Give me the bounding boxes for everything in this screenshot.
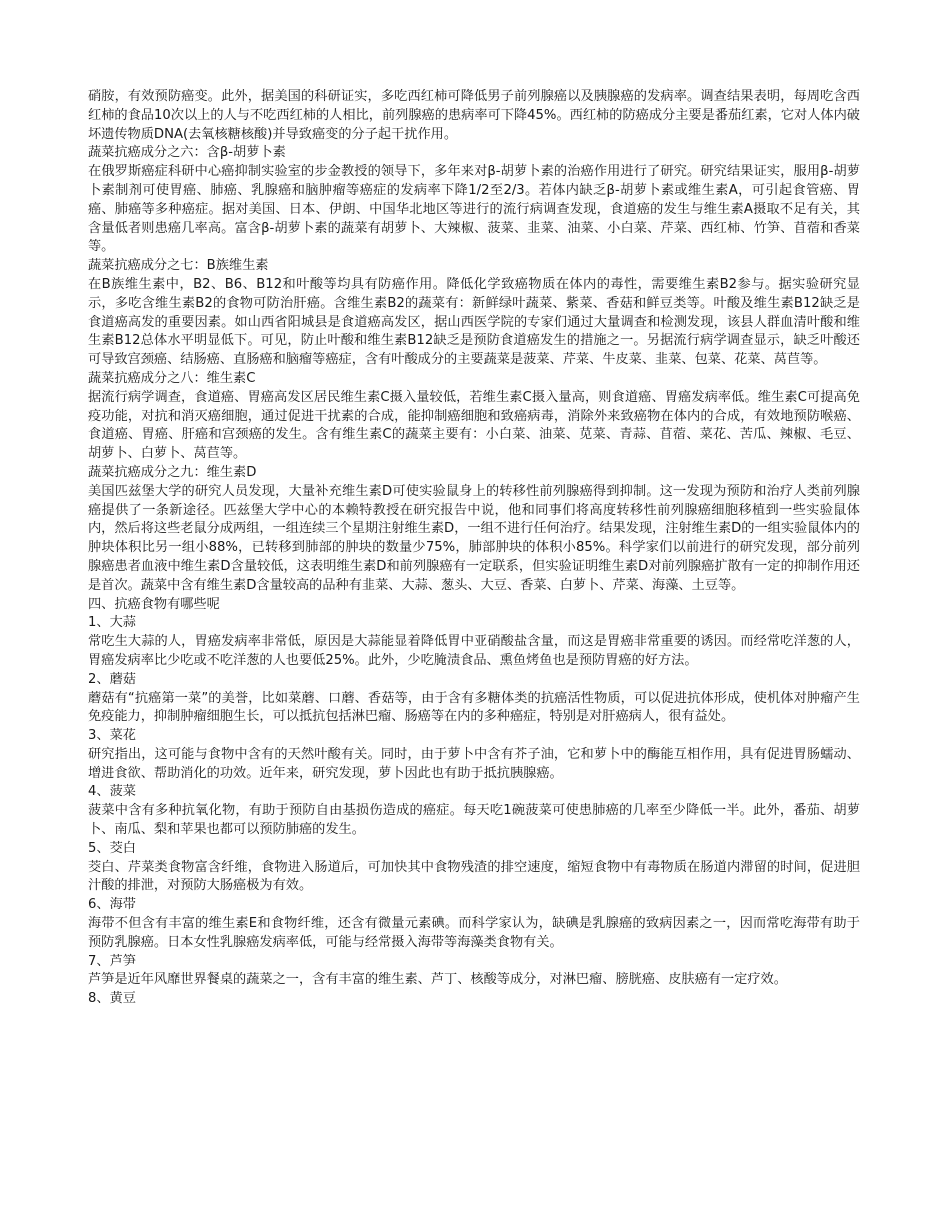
heading-section-6: 蔬菜抗癌成分之六：含β-胡萝卜素 [88, 145, 286, 161]
heading-part-4: 四、抗癌食物有哪些呢 [88, 596, 220, 612]
paragraph-kelp: 海带不但含有丰富的维生素E和食物纤维，还含有微量元素碘。而科学家认为，缺碘是乳腺癌的致病因素之一，因而常吃海带有助于预防乳腺癌。日本女性乳腺癌发病率低，可能与经常摄入海带等海藻类食物有关。 [88, 916, 860, 950]
paragraph-vitamin-d: 美国匹兹堡大学的研究人员发现，大量补充维生素D可使实验鼠身上的转移性前列腺癌得到抑制。这一发现为预防和治疗人类前列腺癌提供了一条新途径。匹兹堡大学中心的本赖特教授在研究报告中说，他和同事们将高度转移性前列腺癌细胞移植到一些实验鼠体内，然后将这些老鼠分成两组，一组连续三个星期注射维生素D，一组不进行任何治疗。结果发现，注射维生素D的一组实验鼠体内的肿块体积比另一组小88%，已转移到肺部的肿块的数量少75%，肺部肿块的体积小85%。科学家们以前进行的研究发现，部分前列腺癌患者血液中维生素D含量较低，这表明维生素D和前列腺癌有一定联系，但实验证明维生素D对前列腺癌扩散有一定的抑制作用还是首次。蔬菜中含有维生素D含量较高的品种有韭菜、大蒜、葱头、大豆、香菜、白萝卜、芹菜、海藻、土豆等。 [88, 483, 860, 593]
heading-item-kelp: 6、海带 [88, 897, 136, 913]
heading-item-cauliflower: 3、菜花 [88, 728, 136, 744]
paragraph-vitamin-c: 据流行病学调查，食道癌、胃癌高发区居民维生素C摄入量较低，若维生素C摄入量高，则食道癌、胃癌发病率低。维生素C可提高免疫功能，对抗和消灭癌细胞，通过促进干扰素的合成，能抑制癌细胞和致癌病毒，消除外来致癌物在体内的合成，有效地预防喉癌、食道癌、胃癌、肝癌和宫颈癌的发生。含有维生素C的蔬菜主要有：小白菜、油菜、苋菜、青蒜、苜蓿、菜花、苦瓜、辣椒、毛豆、胡萝卜、白萝卜、莴苣等。 [88, 389, 860, 462]
paragraph-cauliflower: 研究指出，这可能与食物中含有的天然叶酸有关。同时，由于萝卜中含有芥子油，它和萝卜中的酶能互相作用，具有促进胃肠蠕动、增进食欲、帮助消化的功效。近年来，研究发现，萝卜因此也有助于抵抗胰腺癌。 [88, 746, 860, 781]
paragraph-garlic: 常吃生大蒜的人，胃癌发病率非常低，原因是大蒜能显着降低胃中亚硝酸盐含量，而这是胃癌非常重要的诱因。而经常吃洋葱的人，胃癌发病率比少吃或不吃洋葱的人也要低25%。此外，少吃腌渍食品、熏鱼烤鱼也是预防胃癌的好方法。 [88, 634, 860, 668]
heading-item-soybean: 8、黄豆 [88, 991, 136, 1007]
paragraph-wild-rice-stem: 茭白、芹菜类食物富含纤维，食物进入肠道后，可加快其中食物残渣的排空速度，缩短食物中有毒物质在肠道内滞留的时间，促进胆汁酸的排泄，对预防大肠癌极为有效。 [88, 859, 860, 894]
heading-item-wild-rice-stem: 5、茭白 [88, 840, 136, 856]
paragraph-tomato: 硝胺，有效预防癌变。此外，据美国的科研证实，多吃西红柿可降低男子前列腺癌以及胰腺癌的发病率。调查结果表明，每周吃含西红柿的食品10次以上的人与不吃西红柿的人相比，前列腺癌的患病率可下降45%。西红柿的防癌成分主要是番茄红素，它对人体内破坏遗传物质DNA(去氧核糖核酸)并导致癌变的分子起干扰作用。 [88, 89, 860, 142]
paragraph-spinach: 菠菜中含有多种抗氧化物，有助于预防自由基损伤造成的癌症。每天吃1碗菠菜可使患肺癌的几率至少降低一半。此外，番茄、胡萝卜、南瓜、梨和苹果也都可以预防肺癌的发生。 [88, 803, 860, 838]
heading-item-asparagus: 7、芦笋 [88, 953, 136, 969]
paragraph-mushroom: 蘑菇有“抗癌第一菜”的美誉，比如菜蘑、口蘑、香菇等，由于含有多糖体类的抗癌活性物质，可以促进抗体形成，使机体对肿瘤产生免疫能力，抑制肿瘤细胞生长，可以抵抗包括淋巴瘤、肠癌等在内的多种癌症，特别是对肝癌病人，很有益处。 [88, 690, 860, 725]
heading-item-mushroom: 2、蘑菇 [88, 671, 136, 687]
paragraph-asparagus: 芦笋是近年风靡世界餐桌的蔬菜之一，含有丰富的维生素、芦丁、核酸等成分，对淋巴瘤、膀胱癌、皮肤癌有一定疗效。 [88, 972, 787, 988]
heading-section-8: 蔬菜抗癌成分之八：维生素C [88, 370, 256, 386]
heading-section-9: 蔬菜抗癌成分之九：维生素D [88, 464, 257, 480]
paragraph-vitamin-b: 在B族维生素中，B2、B6、B12和叶酸等均具有防癌作用。降低化学致癌物质在体内的毒性，需要维生素B2参与。据实验研究显示，多吃含维生素B2的食物可防治肝癌。含维生素B2的蔬菜有：新鲜绿叶蔬菜、紫菜、香菇和鲜豆类等。叶酸及维生素B12缺乏是食道癌高发的重要因素。如山西省阳城县是食道癌高发区，据山西医学院的专家们通过大量调查和检测发现，该县人群血清叶酸和维生素B12总体水平明显低下。可见，防止叶酸和维生素B12缺乏是预防食道癌发生的措施之一。另据流行病学调查显示，缺乏叶酸还可导致宫颈癌、结肠癌、直肠癌和脑瘤等癌症，含有叶酸成分的主要蔬菜是菠菜、芹菜、牛皮菜、韭菜、包菜、花菜、莴苣等。 [88, 276, 860, 368]
document-body [88, 88, 860, 1009]
heading-item-garlic: 1、大蒜 [88, 615, 136, 631]
heading-section-7: 蔬菜抗癌成分之七：B族维生素 [88, 258, 269, 274]
paragraph-beta-carotene: 在俄罗斯癌症科研中心癌抑制实验室的步金教授的领导下，多年来对β-胡萝卜素的治癌作用进行了研究。研究结果证实，服用β-胡萝卜素制剂可使胃癌、肺癌、乳腺癌和脑肿瘤等癌症的发病率下降1/2至2/3。若体内缺乏β-胡萝卜素或维生素A，可引起食管癌、胃癌、肺癌等多种癌症。据对美国、日本、伊朗、中国华北地区等进行的流行病调查发现，食道癌的发生与维生素A摄取不足有关，其含量低者则患癌几率高。富含β-胡萝卜素的蔬菜有胡萝卜、大辣椒、菠菜、韭菜、油菜、小白菜、芹菜、西红柿、竹笋、苜蓿和香菜等。 [88, 164, 860, 255]
heading-item-spinach: 4、菠菜 [88, 784, 136, 800]
